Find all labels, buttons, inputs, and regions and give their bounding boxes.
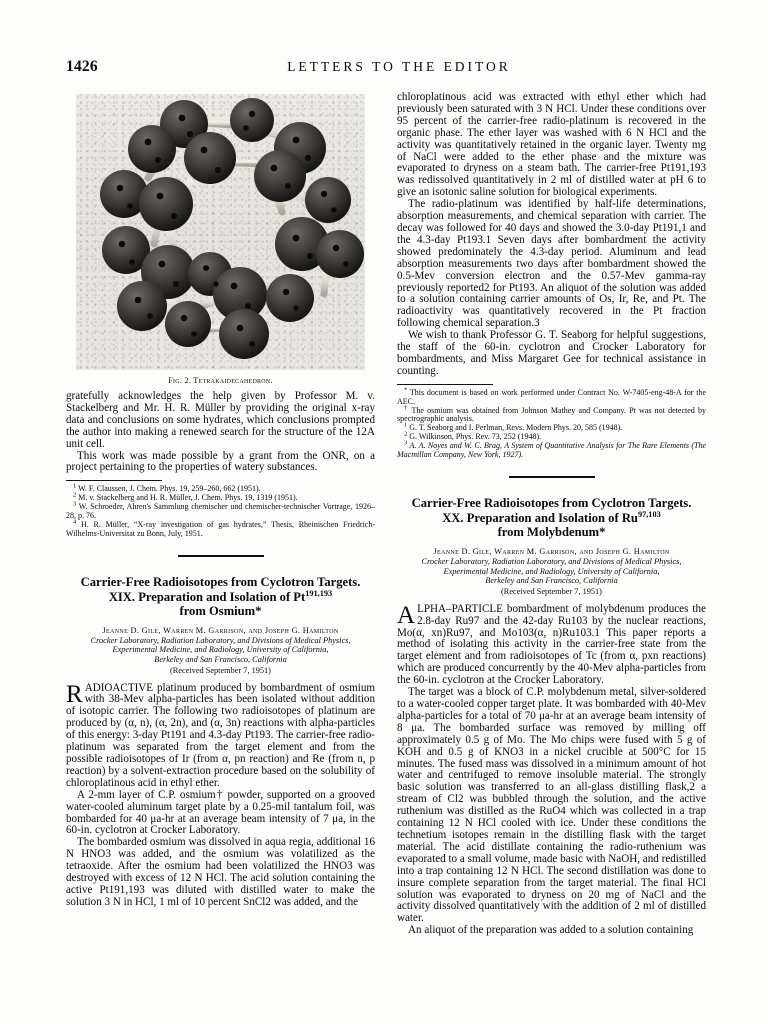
footnote-mark: 3	[404, 439, 408, 447]
article-pt-title	[66, 575, 375, 619]
footnote-item	[66, 518, 376, 539]
figure-image	[76, 94, 365, 370]
footnote-rule-right	[397, 384, 493, 385]
article-pt-title-line2: XIX. Preparation and Isolation of Pt	[108, 589, 306, 604]
article-pt-paragraph-1	[66, 680, 375, 790]
paragraph-onr-grant: This work was made possible by a grant from the ONR, on a project pertaining to the properties of watery substances.	[66, 449, 375, 474]
footnote-mark: 2	[404, 430, 408, 438]
footnote-text: W. F. Claussen, J. Chem. Phys. 19, 259–260, 662 (1951).	[78, 484, 261, 494]
article-ru-affiliation	[397, 557, 706, 586]
paragraph-continued: gratefully acknowledges the help given by Professor M. v. Stackelberg and Mr. H. R. Müller by providing the original x-ray data and conclusions on some hydrates, which conclusions prompted the author into making a renewed search for the structure of the 12A unit cell.	[66, 390, 375, 450]
footnote-text: A. A. Noyes and W. C. Brag, A System of Quantitative Analysis for The Rare Elements (The Macmillan Company, New York, 1927).	[397, 441, 707, 460]
footnote-text: G. T. Seaborg and I. Perlman, Revs. Modern Phys. 20, 585 (1948).	[409, 423, 623, 433]
footnote-item	[397, 386, 706, 407]
running-title: LETTERS TO THE EDITOR	[287, 59, 511, 74]
article-pt-header	[66, 575, 375, 676]
footnote-list-right	[397, 386, 707, 460]
affiliation-line-2: Experimental Medicine, and Radiology, University of California,	[112, 645, 329, 655]
article-pt-paragraph-2: A 2-mm layer of C.P. osmium† powder, supported on a grooved water-cooled aluminum target plate by a 0.25-mil tantalum foil, was bombarded for 40 μa-hr at an average beam intensity of 7 μa, in the 60-in. cyclotron at Crocker Laboratory.	[66, 788, 375, 837]
article-pt-title-line3: from Osmium*	[179, 604, 262, 619]
footnote-item	[66, 500, 375, 521]
footnote-mark: 1	[404, 421, 408, 429]
article-ru-title-line1: Carrier-Free Radioisotopes from Cyclotron Targets.	[411, 496, 692, 511]
affiliation-line-1: Crocker Laboratory, Radiation Laboratory, and Divisions of Medical Physics,	[90, 635, 351, 645]
article-pt-title-superscript: 191,193	[305, 588, 333, 598]
figure-2	[66, 94, 375, 385]
article-ru-header	[397, 496, 706, 597]
left-column	[66, 92, 375, 937]
affiliation-line-1: Crocker Laboratory, Radiation Laboratory, and Divisions of Medical Physics,	[421, 556, 682, 566]
article-ru-title-superscript: 97,103	[637, 509, 661, 519]
footnote-mark: 1	[73, 482, 77, 490]
footnote-mark: *	[404, 386, 408, 394]
page-number: 1426	[66, 58, 98, 75]
running-head	[66, 58, 706, 78]
figure-caption-label: Fig. 2.	[168, 376, 192, 385]
article-ru-title	[397, 496, 706, 540]
article-ru-received-date: (Received September 7, 1951)	[501, 586, 602, 596]
article-separator-rule-right	[509, 476, 595, 478]
article-ru-authors: Jeanne D. Gile, Warren M. Garrison, and Joseph G. Hamilton	[433, 546, 670, 556]
article-pt-paragraph-5: We wish to thank Professor G. T. Seaborg for helpful suggestions, the staff of the 60-in. cyclotron and Crocker Laboratory for bombardments, and Miss Margaret Gee for technical assistance in counting.	[397, 329, 706, 377]
article-pt-paragraph-1-text: ADIOACTIVE platinum produced by bombardment of osmium with 38-Mev alpha-particles has been isolated without addition of isotopic carrier. The following two radioisotopes of platinum are produced by (α, n), (α, 2n), and (α, 3n) reactions with alpha-particles of this energy: 3-day Pt191 and 4.3-day Pt193. The carrier-free radio-platinum was separated from the target element and from the possible radioisotopes of Ir (from α, pn reaction) and Re (from n, p reaction) by a solvent-extraction procedure based on the solubility of chloroplatinous acid in ethyl ether.	[66, 681, 375, 789]
footnote-text: G. Wilkinson, Phys. Rev. 73, 252 (1948).	[409, 432, 542, 442]
affiliation-line-2: Experimental Medicine, and Radiology, University of California,	[443, 566, 660, 576]
affiliation-line-3: Berkeley and San Francisco, California	[485, 576, 618, 586]
footnote-mark: †	[404, 403, 409, 411]
footnote-text: The osmium was obtained from Johnson Mathey and Company. Pt was not detected by spectrographic analysis.	[397, 405, 707, 424]
article-separator-rule	[178, 555, 264, 557]
footnote-mark: 3	[73, 500, 77, 508]
footnote-text: This document is based on work performed under Contract No. W-7405-eng-48-A for the AEC.	[397, 387, 706, 406]
drop-cap: A	[397, 601, 416, 629]
figure-caption	[66, 376, 375, 385]
article-ru-paragraph-1-text: LPHA–PARTICLE bombardment of molybdenum produces the 2.8-day Ru97 and the 42-day Ru103 by the nuclear reactions, Mo(α, xn)Ru97, and Mo103(α, n)Ru103.1 This paper reports a method of isolating this activity in the carrier-free state from the target element and from radioisotopes of Tc (from α, pxn reactions) which are produced concurrently by the 40-Mev alpha-particles from the 60-in. cyclotron at the Crocker Laboratory.	[397, 602, 706, 687]
molecular-model-illustration	[76, 94, 365, 370]
footnote-mark: 2	[73, 491, 77, 499]
article-pt-paragraph-4: The radio-platinum was identified by half-life determinations, absorption measurements, and chemical separation with carrier. The decay was followed for 40 days and showed the 3.0-day Pt191,1 and the 4.3-day Pt193.1 Seven days after bombardment the activity showed predominately the 4.3-day period. Aluminum and lead absorption measurements two days after bombardment showed the 0.5-Mev conversion electron and the 0.57-Mev gamma-ray previously reported2 for Pt193. An aliquot of the solution was added to a solution containing carrier amounts of Os, Ir, Re, and Pt. The radioactivity was quantitatively recovered in the Pt fraction following chemical separation.3	[397, 198, 706, 330]
article-pt-paragraph-3-continued: chloroplatinous acid was extracted with ethyl ether which had previously been saturated with 3 N HCl. Under these conditions over 95 percent of the carrier-free radio-platinum is recovered in the organic phase. The ether layer was washed with 6 N HCl and the activity was quantitatively retained in the organic layer. Twenty mg of NaCl were added to the ether phase and the mixture was evaporated to dryness on a steam bath. The carrier-free Pt191,193 was redissolved quantitatively in 2 ml of distilled water at pH 6 to give an isotonic saline solution for biological experiments.	[397, 91, 706, 199]
affiliation-line-3: Berkeley and San Francisco, California	[154, 654, 287, 664]
footnote-list-left	[66, 482, 376, 538]
article-pt-affiliation	[66, 636, 375, 665]
article-ru-paragraph-1	[397, 601, 706, 687]
footnote-item	[397, 439, 707, 460]
article-ru-paragraph-3: An aliquot of the preparation was added to a solution containing	[408, 924, 694, 937]
article-pt-paragraph-3: The bombarded osmium was dissolved in aqua regia, additional 16 N HNO3 was added, and the osmium was volatilized as the tetraoxide. After the osmium had been volatilized the HNO3 was destroyed with excess of 12 N HCl. The acid solution containing the active Pt191,193 was diluted with distilled water to make the solution 3 N in HCl, 1 ml of 10 percent SnCl2 was added, and the	[66, 836, 375, 908]
article-ru-title-line2: XX. Preparation and Isolation of Ru	[442, 510, 638, 525]
article-ru-paragraph-2: The target was a block of C.P. molybdenum metal, silver-soldered to a water-cooled copper target plate. It was bombarded with 40-Mev alpha-particles for a total of 70 μa-hr at an average beam intensity of 8 μa. The bombarded surface was removed by milling off approximately 0.5 g of Mo. The Mo chips were fused with 5 g of KOH and 0.5 g of KNO3 in a nickel crucible at 500°C for 15 minutes. The fused mass was dissolved in a minimum amount of hot water and centrifuged to remove insoluble material. The strongly basic solution was transferred to an all-glass distilling flask,2 a stream of Cl2 was bubbled through the solution, and the active ruthenium was distilled as the RuO4 which was collected in a trap containing 12 N HCl cooled with ice. Under these conditions the technetium isotopes remain in the distilling flask with the target material. The acid distillate containing the radio-ruthenium was evaporated to a small volume, made basic with NaOH, and redistilled into a trap containing 12 N HCl. The second distillation was done to insure complete separation from the target material. The final HCl solution was evaporated to dryness on 20 mg of NaCl and the activity dissolved quantitatively with the addition of 2 ml of distilled water.	[397, 686, 706, 925]
article-pt-title-line1: Carrier-Free Radioisotopes from Cyclotron Targets.	[80, 574, 361, 589]
article-pt-authors: Jeanne D. Gile, Warren M. Garrison, and Joseph G. Hamilton	[102, 625, 339, 635]
footnote-rule	[66, 480, 162, 481]
footnote-text: W. Schroeder, Ahren's Sammlung chemischer und chemischer-technischer Vortrage, 1926–28, p. 76.	[66, 502, 375, 521]
article-ru-title-line3: from Molybdenum*	[497, 525, 606, 540]
footnote-text: M. v. Stackelberg and H. R. Müller, J. Chem. Phys. 19, 1319 (1951).	[78, 493, 298, 503]
figure-caption-text: Tetrakaidecahedron.	[193, 376, 273, 385]
two-column-layout	[66, 92, 706, 937]
footnote-text: H. R. Müller, “X-ray investigation of gas hydrates,” Thesis, Rheinischen Friedrich-Wilhelms-Universitat zu Bonn, July, 1951.	[66, 519, 376, 538]
drop-cap: R	[66, 680, 83, 708]
footnote-mark: 4	[73, 518, 77, 526]
article-pt-received-date: (Received September 7, 1951)	[170, 665, 271, 675]
footnote-item	[397, 403, 707, 425]
right-column	[397, 92, 706, 937]
